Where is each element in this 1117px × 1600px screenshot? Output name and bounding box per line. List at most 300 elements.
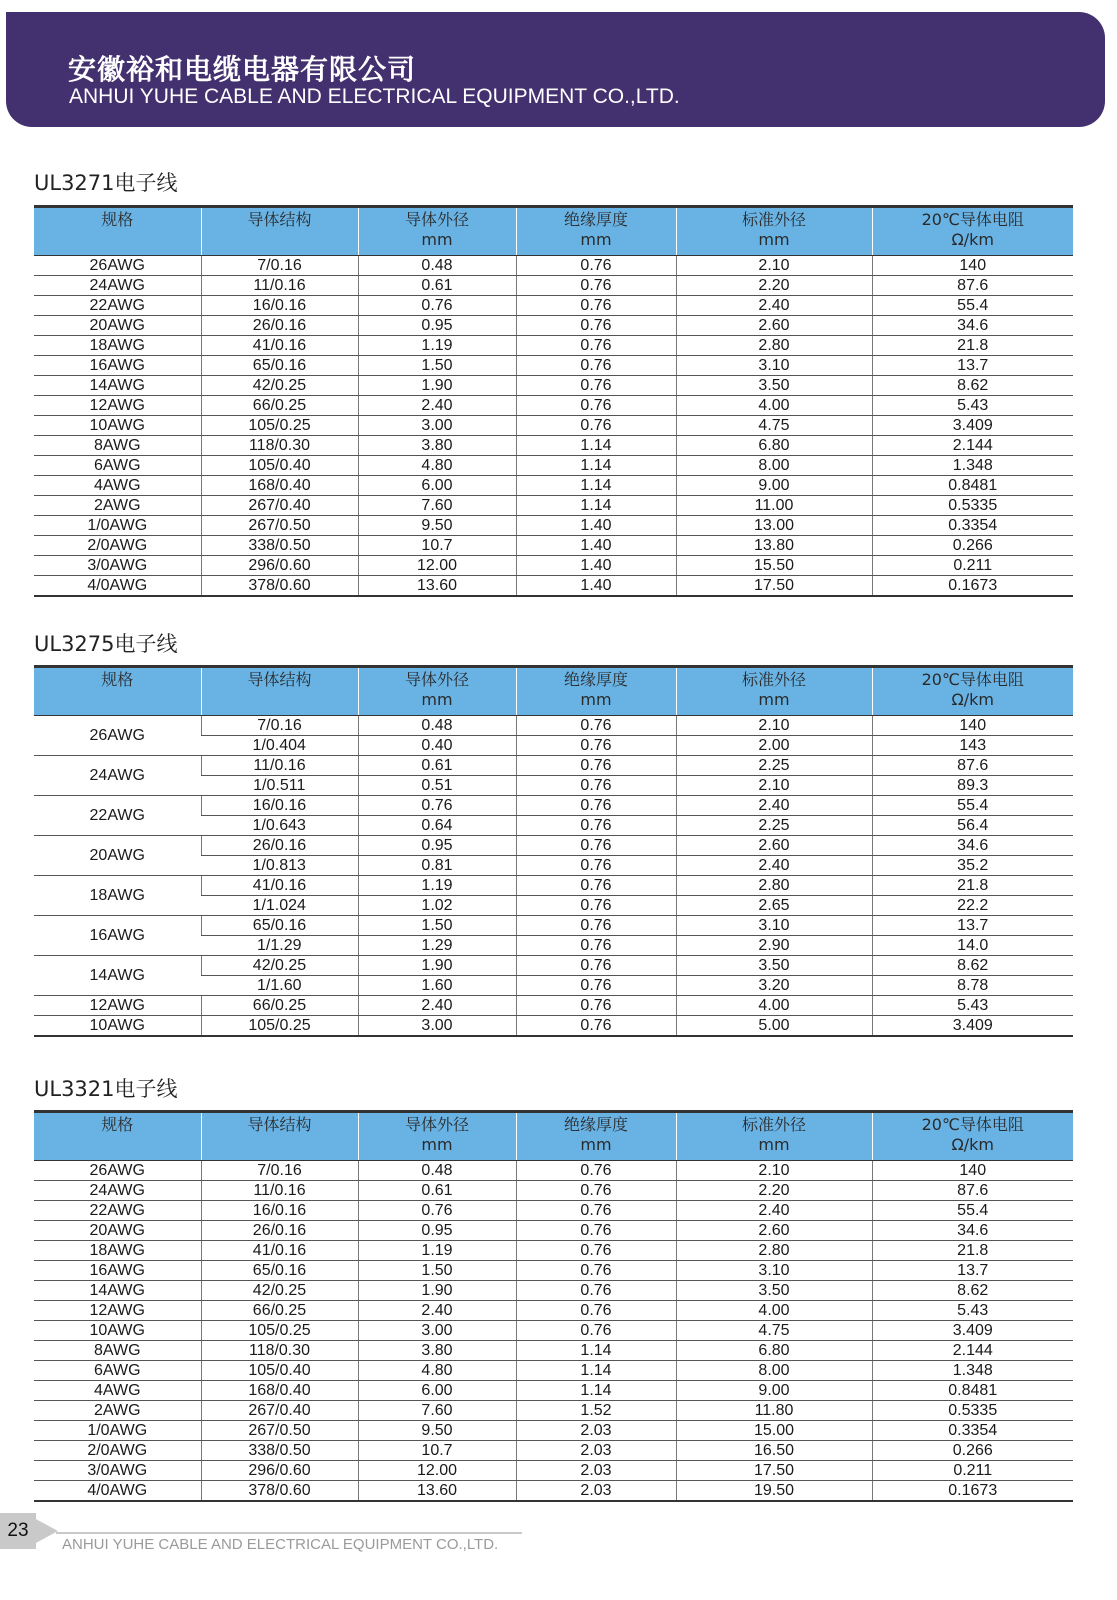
table-cell: 16.50: [676, 1441, 872, 1461]
table-row: [34, 1281, 1073, 1301]
table-cell: 0.76: [516, 916, 676, 936]
table-cell: 0.76: [516, 996, 676, 1016]
table-row: [34, 1301, 1073, 1321]
table-cell: 2.10: [676, 256, 872, 276]
size-cell: 12AWG: [34, 996, 201, 1016]
table-cell: 0.95: [358, 836, 516, 856]
table-cell: 0.95: [358, 1221, 516, 1241]
table-cell: 2.03: [516, 1481, 676, 1502]
table-cell: 5.00: [676, 1016, 872, 1037]
table-row: [34, 476, 1073, 496]
table-cell: 22AWG: [34, 1201, 201, 1221]
table-row: [34, 356, 1073, 376]
table-cell: 34.6: [872, 316, 1073, 336]
table-row: [34, 1441, 1073, 1461]
table-cell: 0.76: [516, 1181, 676, 1201]
table-cell: 0.76: [516, 936, 676, 956]
table-cell: 3.10: [676, 356, 872, 376]
table-cell: 3.80: [358, 1341, 516, 1361]
table-row: [34, 336, 1073, 356]
table-cell: 16/0.16: [201, 296, 358, 316]
table-cell: 0.64: [358, 816, 516, 836]
table-cell: 55.4: [872, 796, 1073, 816]
section-title-ul3275: UL3275电子线: [34, 632, 178, 656]
table-cell: 13.7: [872, 356, 1073, 376]
table-row: [34, 1261, 1073, 1281]
table-row: [34, 376, 1073, 396]
table-cell: 87.6: [872, 276, 1073, 296]
table-cell: 5.43: [872, 1301, 1073, 1321]
table-cell: 20AWG: [34, 1221, 201, 1241]
table-cell: 168/0.40: [201, 476, 358, 496]
table-row: [34, 1421, 1073, 1441]
table-cell: 34.6: [872, 836, 1073, 856]
table-cell: 267/0.40: [201, 1401, 358, 1421]
table-cell: 10AWG: [34, 416, 201, 436]
table-cell: 11.00: [676, 496, 872, 516]
table-cell: 338/0.50: [201, 536, 358, 556]
section-title-ul3321: UL3321电子线: [34, 1077, 178, 1101]
spec-table-ul3321: [34, 1110, 1073, 1502]
table-cell: 7/0.16: [201, 716, 358, 736]
table-cell: 4.75: [676, 416, 872, 436]
table-cell: 6.00: [358, 476, 516, 496]
table-cell: 143: [872, 736, 1073, 756]
table-cell: 0.8481: [872, 476, 1073, 496]
table-cell: 0.5335: [872, 1401, 1073, 1421]
table-cell: 0.76: [516, 876, 676, 896]
table-cell: 0.48: [358, 256, 516, 276]
table-header: [34, 667, 1073, 716]
table-cell: 5.43: [872, 396, 1073, 416]
table-cell: 12AWG: [34, 1301, 201, 1321]
table-cell: 2.10: [676, 716, 872, 736]
table-row: [34, 1341, 1073, 1361]
col-header-size: 规格: [34, 207, 201, 256]
col-header-resistance: 20℃导体电阻 Ω/km: [872, 667, 1073, 716]
table-cell: 267/0.40: [201, 496, 358, 516]
table-cell: 0.76: [516, 256, 676, 276]
table-cell: 296/0.60: [201, 1461, 358, 1481]
table-cell: 0.76: [516, 816, 676, 836]
table-cell: 16/0.16: [201, 1201, 358, 1221]
table-cell: 17.50: [676, 1461, 872, 1481]
table-cell: 0.76: [516, 1261, 676, 1281]
table-cell: 11.80: [676, 1401, 872, 1421]
table-cell: 0.76: [516, 1221, 676, 1241]
table-cell: 13.60: [358, 576, 516, 597]
table-header: [34, 207, 1073, 256]
table-cell: 3/0AWG: [34, 556, 201, 576]
table-cell: 3.10: [676, 1261, 872, 1281]
table-row: [34, 1016, 1073, 1037]
table-cell: 1.14: [516, 436, 676, 456]
table-cell: 2/0AWG: [34, 1441, 201, 1461]
table-cell: 66/0.25: [201, 996, 358, 1016]
table-cell: 0.211: [872, 1461, 1073, 1481]
table-cell: 0.76: [516, 776, 676, 796]
table-cell: 2.40: [676, 1201, 872, 1221]
col-header-standard-od: 标准外径 mm: [676, 1112, 872, 1161]
table-cell: 1.50: [358, 356, 516, 376]
table-cell: 42/0.25: [201, 956, 358, 976]
col-header-insulation-thickness: 绝缘厚度 mm: [516, 1112, 676, 1161]
col-header-conductor-od: 导体外径 mm: [358, 667, 516, 716]
table-cell: 0.266: [872, 1441, 1073, 1461]
table-cell: 1.40: [516, 556, 676, 576]
table-cell: 0.48: [358, 1161, 516, 1181]
table-cell: 8.62: [872, 956, 1073, 976]
col-header-size: 规格: [34, 667, 201, 716]
table-cell: 18AWG: [34, 336, 201, 356]
table-cell: 2/0AWG: [34, 536, 201, 556]
table-cell: 4.00: [676, 996, 872, 1016]
table-cell: 0.76: [516, 896, 676, 916]
table-cell: 2.10: [676, 776, 872, 796]
table-row: [34, 416, 1073, 436]
table-row: [34, 456, 1073, 476]
table-cell: 1.50: [358, 1261, 516, 1281]
table-cell: 1.90: [358, 956, 516, 976]
col-header-resistance: 20℃导体电阻 Ω/km: [872, 207, 1073, 256]
col-header-conductor-structure: 导体结构: [201, 1112, 358, 1161]
table-row: [34, 556, 1073, 576]
table-cell: 2.40: [676, 796, 872, 816]
table-cell: 0.51: [358, 776, 516, 796]
table-cell: 1/0.813: [201, 856, 358, 876]
table-cell: 0.61: [358, 756, 516, 776]
table-cell: 0.48: [358, 716, 516, 736]
table-cell: 66/0.25: [201, 396, 358, 416]
table-cell: 4AWG: [34, 1381, 201, 1401]
table-cell: 105/0.40: [201, 456, 358, 476]
table-cell: 18AWG: [34, 1241, 201, 1261]
table-cell: 65/0.16: [201, 916, 358, 936]
table-cell: 2.144: [872, 1341, 1073, 1361]
table-cell: 1/1.024: [201, 896, 358, 916]
table-cell: 0.76: [516, 756, 676, 776]
table-cell: 10.7: [358, 536, 516, 556]
table-cell: 0.76: [516, 1301, 676, 1321]
table-cell: 16/0.16: [201, 796, 358, 816]
table-cell: 378/0.60: [201, 576, 358, 597]
spec-table-ul3271: [34, 205, 1073, 597]
footer-arrow-decoration: [34, 1518, 58, 1544]
table-cell: 24AWG: [34, 1181, 201, 1201]
table-cell: 2.40: [676, 856, 872, 876]
table-cell: 55.4: [872, 1201, 1073, 1221]
table-row: [34, 576, 1073, 597]
table-cell: 338/0.50: [201, 1441, 358, 1461]
table-cell: 42/0.25: [201, 376, 358, 396]
table-cell: 0.76: [358, 796, 516, 816]
table-row: [34, 1401, 1073, 1421]
table-cell: 0.76: [516, 1241, 676, 1261]
table-cell: 22.2: [872, 896, 1073, 916]
table-cell: 0.8481: [872, 1381, 1073, 1401]
table-cell: 2.144: [872, 436, 1073, 456]
table-cell: 17.50: [676, 576, 872, 597]
table-row: [34, 956, 1073, 976]
table-cell: 0.61: [358, 276, 516, 296]
table-row: [34, 916, 1073, 936]
table-cell: 140: [872, 1161, 1073, 1181]
table-cell: 3.10: [676, 916, 872, 936]
table-cell: 21.8: [872, 1241, 1073, 1261]
table-cell: 6.00: [358, 1381, 516, 1401]
table-cell: 56.4: [872, 816, 1073, 836]
table-cell: 1.14: [516, 1341, 676, 1361]
table-cell: 11/0.16: [201, 276, 358, 296]
table-cell: 9.50: [358, 1421, 516, 1441]
table-cell: 2.40: [676, 296, 872, 316]
table-cell: 1.40: [516, 536, 676, 556]
table-row: [34, 756, 1073, 776]
table-cell: 8AWG: [34, 436, 201, 456]
table-cell: 1.14: [516, 496, 676, 516]
table-cell: 378/0.60: [201, 1481, 358, 1502]
size-cell: 22AWG: [34, 796, 201, 836]
table-cell: 12.00: [358, 1461, 516, 1481]
table-header: [34, 1112, 1073, 1161]
table-cell: 26/0.16: [201, 316, 358, 336]
table-body: [34, 1161, 1073, 1502]
table-cell: 3.409: [872, 1321, 1073, 1341]
table-cell: 10AWG: [34, 1321, 201, 1341]
table-row: [34, 316, 1073, 336]
table-cell: 0.76: [358, 296, 516, 316]
table-cell: 1.40: [516, 516, 676, 536]
table-cell: 11/0.16: [201, 1181, 358, 1201]
col-header-insulation-thickness: 绝缘厚度 mm: [516, 667, 676, 716]
table-cell: 1.29: [358, 936, 516, 956]
table-row: [34, 296, 1073, 316]
table-cell: 1/0.511: [201, 776, 358, 796]
table-cell: 2.25: [676, 756, 872, 776]
table-cell: 26AWG: [34, 1161, 201, 1181]
table-cell: 0.3354: [872, 1421, 1073, 1441]
table-cell: 55.4: [872, 296, 1073, 316]
table-cell: 0.76: [516, 296, 676, 316]
size-cell: 14AWG: [34, 956, 201, 996]
table-cell: 1.40: [516, 576, 676, 597]
table-cell: 0.76: [516, 356, 676, 376]
table-cell: 2AWG: [34, 1401, 201, 1421]
table-cell: 24AWG: [34, 276, 201, 296]
table-cell: 12AWG: [34, 396, 201, 416]
table-cell: 2.40: [358, 396, 516, 416]
table-cell: 267/0.50: [201, 1421, 358, 1441]
footer-company-name: ANHUI YUHE CABLE AND ELECTRICAL EQUIPMENT CO.,LTD.: [62, 1536, 499, 1553]
table-cell: 2.20: [676, 276, 872, 296]
table-cell: 0.76: [358, 1201, 516, 1221]
table-cell: 1.19: [358, 336, 516, 356]
table-cell: 87.6: [872, 756, 1073, 776]
table-row: [34, 1241, 1073, 1261]
table-cell: 66/0.25: [201, 1301, 358, 1321]
table-cell: 3.00: [358, 416, 516, 436]
table-cell: 140: [872, 256, 1073, 276]
table-cell: 7/0.16: [201, 1161, 358, 1181]
table-cell: 8.62: [872, 376, 1073, 396]
table-cell: 13.7: [872, 1261, 1073, 1281]
table-cell: 0.76: [516, 1321, 676, 1341]
table-cell: 9.00: [676, 1381, 872, 1401]
table-cell: 20AWG: [34, 316, 201, 336]
table-cell: 34.6: [872, 1221, 1073, 1241]
table-cell: 0.1673: [872, 576, 1073, 597]
table-cell: 8.62: [872, 1281, 1073, 1301]
table-cell: 0.76: [516, 1281, 676, 1301]
table-cell: 8.78: [872, 976, 1073, 996]
table-cell: 118/0.30: [201, 436, 358, 456]
table-cell: 0.76: [516, 1016, 676, 1037]
table-cell: 2.00: [676, 736, 872, 756]
table-cell: 22AWG: [34, 296, 201, 316]
table-cell: 0.76: [516, 1161, 676, 1181]
table-row: [34, 536, 1073, 556]
table-cell: 1.52: [516, 1401, 676, 1421]
company-name-cn: 安徽裕和电缆电器有限公司: [68, 53, 417, 86]
col-header-size: 规格: [34, 1112, 201, 1161]
col-header-conductor-structure: 导体结构: [201, 207, 358, 256]
table-cell: 4/0AWG: [34, 1481, 201, 1502]
table-cell: 2.60: [676, 836, 872, 856]
table-cell: 0.81: [358, 856, 516, 876]
table-cell: 3.50: [676, 376, 872, 396]
table-cell: 21.8: [872, 336, 1073, 356]
section-title-ul3271: UL3271电子线: [34, 171, 178, 195]
table-cell: 1.348: [872, 1361, 1073, 1381]
table-cell: 1/0AWG: [34, 1421, 201, 1441]
table-cell: 0.76: [516, 316, 676, 336]
table-cell: 41/0.16: [201, 1241, 358, 1261]
table-row: [34, 1221, 1073, 1241]
size-cell: 26AWG: [34, 716, 201, 756]
table-row: [34, 276, 1073, 296]
table-cell: 1.60: [358, 976, 516, 996]
table-cell: 0.76: [516, 416, 676, 436]
table-cell: 4.00: [676, 1301, 872, 1321]
table-cell: 6.80: [676, 436, 872, 456]
table-cell: 2.40: [358, 1301, 516, 1321]
table-cell: 267/0.50: [201, 516, 358, 536]
table-cell: 3.20: [676, 976, 872, 996]
table-cell: 41/0.16: [201, 336, 358, 356]
table-cell: 0.76: [516, 1201, 676, 1221]
col-header-insulation-thickness: 绝缘厚度 mm: [516, 207, 676, 256]
table-cell: 7/0.16: [201, 256, 358, 276]
table-cell: 0.76: [516, 716, 676, 736]
table-cell: 2.40: [358, 996, 516, 1016]
table-cell: 4AWG: [34, 476, 201, 496]
table-cell: 26/0.16: [201, 1221, 358, 1241]
table-cell: 21.8: [872, 876, 1073, 896]
table-cell: 0.76: [516, 976, 676, 996]
table-cell: 7.60: [358, 1401, 516, 1421]
table-cell: 19.50: [676, 1481, 872, 1502]
table-row: [34, 436, 1073, 456]
table-cell: 35.2: [872, 856, 1073, 876]
table-cell: 5.43: [872, 996, 1073, 1016]
table-body: [34, 256, 1073, 597]
table-cell: 10.7: [358, 1441, 516, 1461]
table-cell: 1/0.404: [201, 736, 358, 756]
table-cell: 8.00: [676, 1361, 872, 1381]
table-cell: 3.409: [872, 1016, 1073, 1037]
table-cell: 1.90: [358, 376, 516, 396]
table-cell: 2.80: [676, 336, 872, 356]
table-cell: 3.50: [676, 1281, 872, 1301]
table-row: [34, 396, 1073, 416]
table-cell: 2.25: [676, 816, 872, 836]
table-cell: 0.76: [516, 336, 676, 356]
table-cell: 0.76: [516, 956, 676, 976]
table-cell: 4.00: [676, 396, 872, 416]
table-cell: 2.80: [676, 1241, 872, 1261]
table-cell: 87.6: [872, 1181, 1073, 1201]
table-cell: 1.348: [872, 456, 1073, 476]
table-row: [34, 1321, 1073, 1341]
table-row: [34, 836, 1073, 856]
spec-table-ul3275: [34, 665, 1073, 1037]
table-cell: 14AWG: [34, 1281, 201, 1301]
table-cell: 8AWG: [34, 1341, 201, 1361]
table-cell: 14AWG: [34, 376, 201, 396]
col-header-resistance: 20℃导体电阻 Ω/km: [872, 1112, 1073, 1161]
table-cell: 0.76: [516, 396, 676, 416]
table-row: [34, 1161, 1073, 1181]
table-row: [34, 1381, 1073, 1401]
table-cell: 3.80: [358, 436, 516, 456]
table-row: [34, 996, 1073, 1016]
table-cell: 0.211: [872, 556, 1073, 576]
col-header-conductor-od: 导体外径 mm: [358, 1112, 516, 1161]
table-cell: 26AWG: [34, 256, 201, 276]
table-cell: 2.80: [676, 876, 872, 896]
table-row: [34, 1481, 1073, 1502]
table-cell: 2.10: [676, 1161, 872, 1181]
table-cell: 9.50: [358, 516, 516, 536]
table-cell: 1.14: [516, 456, 676, 476]
table-cell: 42/0.25: [201, 1281, 358, 1301]
table-cell: 105/0.25: [201, 416, 358, 436]
page-number: 23: [0, 1513, 36, 1549]
table-cell: 1.19: [358, 876, 516, 896]
size-cell: 16AWG: [34, 916, 201, 956]
table-cell: 2.60: [676, 316, 872, 336]
table-row: [34, 876, 1073, 896]
table-cell: 0.76: [516, 836, 676, 856]
table-cell: 3/0AWG: [34, 1461, 201, 1481]
table-cell: 9.00: [676, 476, 872, 496]
table-cell: 0.95: [358, 316, 516, 336]
table-cell: 7.60: [358, 496, 516, 516]
table-cell: 1/1.60: [201, 976, 358, 996]
table-cell: 12.00: [358, 556, 516, 576]
table-cell: 1.19: [358, 1241, 516, 1261]
table-cell: 13.7: [872, 916, 1073, 936]
table-cell: 2AWG: [34, 496, 201, 516]
table-cell: 105/0.40: [201, 1361, 358, 1381]
table-cell: 1/1.29: [201, 936, 358, 956]
table-cell: 0.76: [516, 276, 676, 296]
table-cell: 89.3: [872, 776, 1073, 796]
col-header-standard-od: 标准外径 mm: [676, 207, 872, 256]
table-cell: 65/0.16: [201, 356, 358, 376]
table-cell: 2.65: [676, 896, 872, 916]
table-cell: 0.76: [516, 796, 676, 816]
